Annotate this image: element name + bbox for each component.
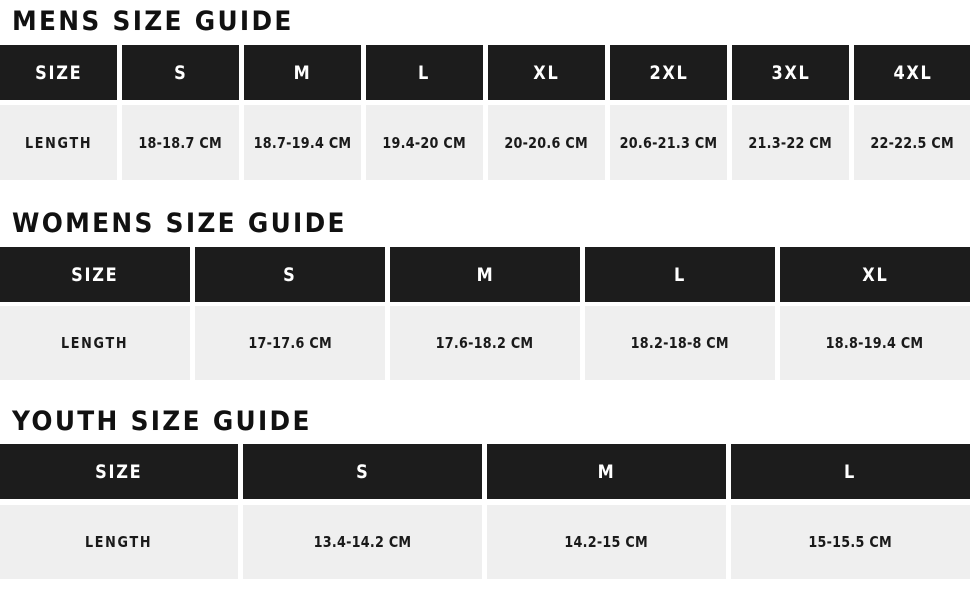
mens-header-row <box>0 45 970 100</box>
mens-length-3xl: 21.3-22 CM <box>732 105 849 180</box>
mens-title: MENS SIZE GUIDE <box>12 6 294 37</box>
womens-header-l: L <box>585 247 775 302</box>
mens-header-4xl: 4XL <box>854 45 970 100</box>
mens-header-2xl: 2XL <box>610 45 727 100</box>
womens-header-m: M <box>390 247 580 302</box>
youth-length-l: 15-15.5 CM <box>731 505 970 579</box>
youth-length-label: LENGTH <box>0 505 238 579</box>
youth-length-m: 14.2-15 CM <box>487 505 726 579</box>
womens-header-xl: XL <box>780 247 970 302</box>
youth-header-row <box>0 444 970 499</box>
mens-length-row <box>0 105 970 180</box>
youth-header-size: SIZE <box>0 444 238 499</box>
mens-length-xl: 20-20.6 CM <box>488 105 605 180</box>
womens-length-l: 18.2-18-8 CM <box>585 306 775 380</box>
womens-length-label: LENGTH <box>0 306 190 380</box>
youth-title: YOUTH SIZE GUIDE <box>12 406 312 437</box>
womens-title: WOMENS SIZE GUIDE <box>12 208 347 239</box>
womens-length-row <box>0 306 970 380</box>
youth-header-m: M <box>487 444 726 499</box>
womens-header-row <box>0 247 970 302</box>
mens-header-xl: XL <box>488 45 605 100</box>
mens-header-l: L <box>366 45 483 100</box>
youth-length-s: 13.4-14.2 CM <box>243 505 482 579</box>
mens-length-s: 18-18.7 CM <box>122 105 239 180</box>
mens-length-label: LENGTH <box>0 105 117 180</box>
womens-header-size: SIZE <box>0 247 190 302</box>
youth-header-s: S <box>243 444 482 499</box>
youth-header-l: L <box>731 444 970 499</box>
mens-header-s: S <box>122 45 239 100</box>
mens-header-3xl: 3XL <box>732 45 849 100</box>
mens-length-2xl: 20.6-21.3 CM <box>610 105 727 180</box>
womens-length-xl: 18.8-19.4 CM <box>780 306 970 380</box>
mens-length-l: 19.4-20 CM <box>366 105 483 180</box>
womens-header-s: S <box>195 247 385 302</box>
mens-length-4xl: 22-22.5 CM <box>854 105 970 180</box>
mens-header-m: M <box>244 45 361 100</box>
mens-length-m: 18.7-19.4 CM <box>244 105 361 180</box>
womens-length-s: 17-17.6 CM <box>195 306 385 380</box>
youth-length-row <box>0 505 970 579</box>
womens-length-m: 17.6-18.2 CM <box>390 306 580 380</box>
mens-header-size: SIZE <box>0 45 117 100</box>
